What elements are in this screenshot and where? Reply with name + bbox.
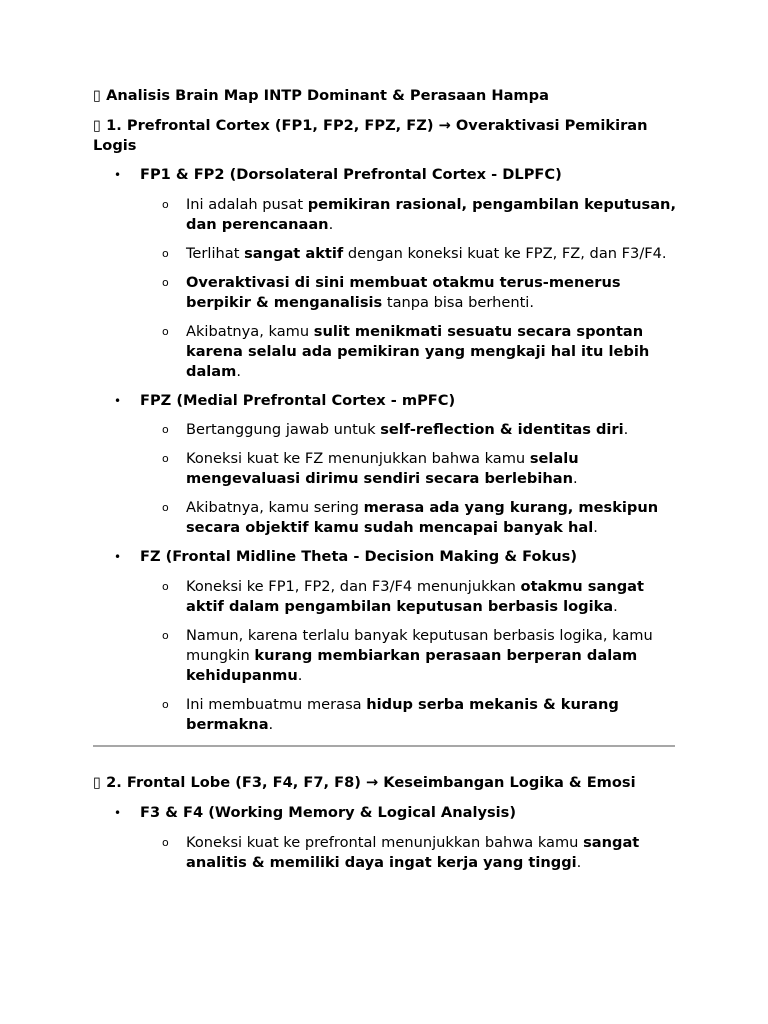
sub-list-item bbox=[140, 695, 683, 735]
text: Koneksi kuat ke prefrontal menunjukkan bahwa kamu bbox=[186, 834, 584, 851]
section-divider bbox=[93, 745, 675, 747]
bold-text: sulit menikmati sesuatu secara spontan karena selalu ada pemikiran yang mengkaji hal itu lebih dalam bbox=[186, 323, 650, 380]
sub-list-item bbox=[140, 420, 683, 440]
list-item bbox=[93, 547, 683, 735]
sub-bullet-icon: o bbox=[162, 452, 169, 465]
missing-glyph-icon: ▯ bbox=[93, 774, 102, 791]
bold-text: sangat aktif bbox=[244, 245, 344, 262]
sub-bullet-icon: o bbox=[162, 198, 169, 211]
sub-bullet-icon: o bbox=[162, 325, 169, 338]
text: . bbox=[613, 598, 618, 615]
item-title: FP1 & FP2 (Dorsolateral Prefrontal Cortex - DLPFC) bbox=[140, 166, 562, 183]
text: Koneksi kuat ke FZ menunjukkan bahwa kamu bbox=[186, 450, 530, 467]
list-item bbox=[93, 803, 683, 873]
bold-text: pemikiran rasional, pengambilan keputusan, dan perencanaan bbox=[186, 196, 676, 233]
sub-bullet-icon: o bbox=[162, 629, 169, 642]
list-item bbox=[93, 165, 683, 382]
sub-list-item bbox=[140, 322, 683, 382]
section-1-title: 1. Prefrontal Cortex (FP1, FP2, FPZ, FZ) → Overaktivasi Pemikiran Logis bbox=[93, 117, 648, 154]
text: . bbox=[572, 470, 578, 487]
sub-bullet-icon: o bbox=[162, 580, 169, 593]
sub-list-item bbox=[140, 626, 683, 686]
sub-bullet-icon: o bbox=[162, 247, 169, 260]
item-title: FPZ (Medial Prefrontal Cortex - mPFC) bbox=[140, 392, 456, 409]
section-2-list bbox=[93, 803, 683, 873]
section-1-list bbox=[93, 165, 683, 735]
bold-text: sangat analitis & memiliki daya ingat kerja yang tinggi bbox=[186, 834, 640, 871]
sub-bullet-icon: o bbox=[162, 501, 169, 514]
text: Ini adalah pusat bbox=[186, 196, 308, 213]
missing-glyph-icon: ▯ bbox=[93, 87, 102, 104]
text: . bbox=[268, 716, 274, 733]
sub-list-item bbox=[140, 833, 683, 873]
text: Terlihat bbox=[186, 245, 245, 262]
text: Ini membuatmu merasa bbox=[186, 696, 367, 713]
bold-text: merasa ada yang kurang, meskipun secara objektif kamu sudah mencapai banyak hal bbox=[186, 499, 659, 536]
document-title bbox=[93, 86, 683, 106]
sub-bullet-icon: o bbox=[162, 276, 169, 289]
text: . bbox=[297, 667, 303, 684]
sub-bullet-icon: o bbox=[162, 698, 169, 711]
text: Koneksi ke FP1, FP2, dan F3/F4 menunjukkan bbox=[186, 578, 521, 595]
text: dengan koneksi kuat ke FPZ, FZ, dan F3/F4. bbox=[343, 245, 667, 262]
bold-text: selalu mengevaluasi dirimu sendiri secara berlebihan bbox=[186, 450, 579, 487]
list-item bbox=[93, 391, 683, 538]
sub-list-item bbox=[140, 244, 683, 264]
bold-text: Overaktivasi di sini membuat otakmu terus-menerus berpikir & menganalisis bbox=[186, 274, 621, 311]
text: Bertanggung jawab untuk bbox=[186, 421, 381, 438]
document-title-text: Analisis Brain Map INTP Dominant & Perasaan Hampa bbox=[106, 87, 549, 104]
sub-list-item bbox=[140, 195, 683, 235]
bold-text: otakmu sangat aktif dalam pengambilan keputusan berbasis logika bbox=[186, 578, 644, 615]
bullet-icon: • bbox=[114, 394, 122, 408]
sub-list-item bbox=[140, 577, 683, 617]
sub-bullet-icon: o bbox=[162, 836, 169, 849]
text: tanpa bisa berhenti. bbox=[382, 294, 534, 311]
text: . bbox=[593, 519, 598, 536]
section-1-heading bbox=[93, 116, 683, 156]
sub-bullet-icon: o bbox=[162, 423, 169, 436]
text: . bbox=[236, 363, 241, 380]
document-content bbox=[93, 86, 683, 882]
text: Namun, karena terlalu banyak keputusan berbasis logika, kamu mungkin bbox=[186, 627, 653, 664]
sub-list bbox=[140, 420, 683, 538]
bullet-icon: • bbox=[114, 550, 122, 564]
missing-glyph-icon: ▯ bbox=[93, 117, 102, 134]
section-2-heading bbox=[93, 773, 683, 793]
sub-list-item bbox=[140, 449, 683, 489]
bold-text: kurang membiarkan perasaan berperan dalam kehidupanmu bbox=[186, 647, 638, 684]
sub-list-item bbox=[140, 273, 683, 313]
section-2-title: 2. Frontal Lobe (F3, F4, F7, F8) → Keseimbangan Logika & Emosi bbox=[106, 774, 636, 791]
text: . bbox=[576, 854, 582, 871]
text: . bbox=[328, 216, 334, 233]
text: . bbox=[623, 421, 629, 438]
bold-text: hidup serba mekanis & kurang bermakna bbox=[186, 696, 619, 733]
sub-list bbox=[140, 577, 683, 735]
item-title: FZ (Frontal Midline Theta - Decision Making & Fokus) bbox=[140, 548, 577, 565]
text: Akibatnya, kamu sering bbox=[186, 499, 364, 516]
sub-list bbox=[140, 195, 683, 382]
bullet-icon: • bbox=[114, 168, 122, 182]
bullet-icon: • bbox=[114, 806, 122, 820]
sub-list bbox=[140, 833, 683, 873]
bold-text: self-reflection & identitas diri bbox=[380, 421, 624, 438]
item-title: F3 & F4 (Working Memory & Logical Analysis) bbox=[140, 804, 517, 821]
text: Akibatnya, kamu bbox=[186, 323, 314, 340]
sub-list-item bbox=[140, 498, 683, 538]
